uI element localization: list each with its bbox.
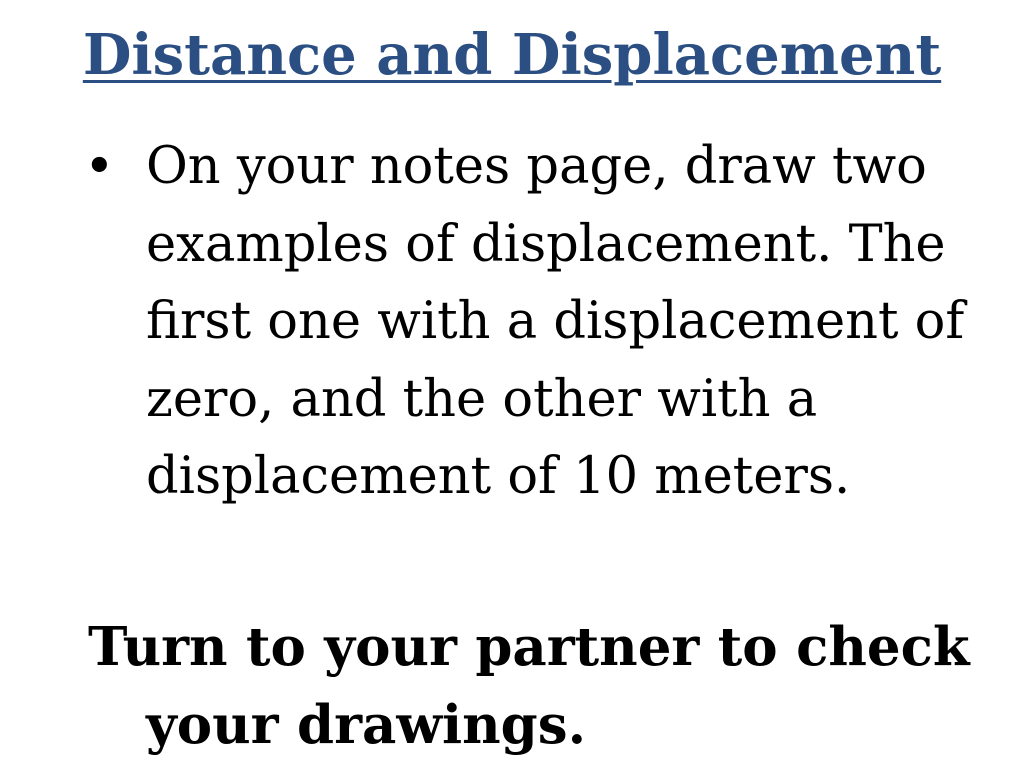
bullet-text: On your notes page, draw two examples of displacement. The first one with a displacement of zero, and the other with a displacement of 10 meters.	[146, 137, 965, 506]
slide-title: Distance and Displacement	[82, 22, 942, 88]
bullet-item	[84, 128, 1004, 516]
partner-callout	[88, 530, 1008, 768]
callout-line-1: Turn to your partner to check	[88, 616, 970, 678]
callout-line-2: your drawings.	[146, 694, 587, 756]
bullet-marker: •	[84, 137, 115, 197]
